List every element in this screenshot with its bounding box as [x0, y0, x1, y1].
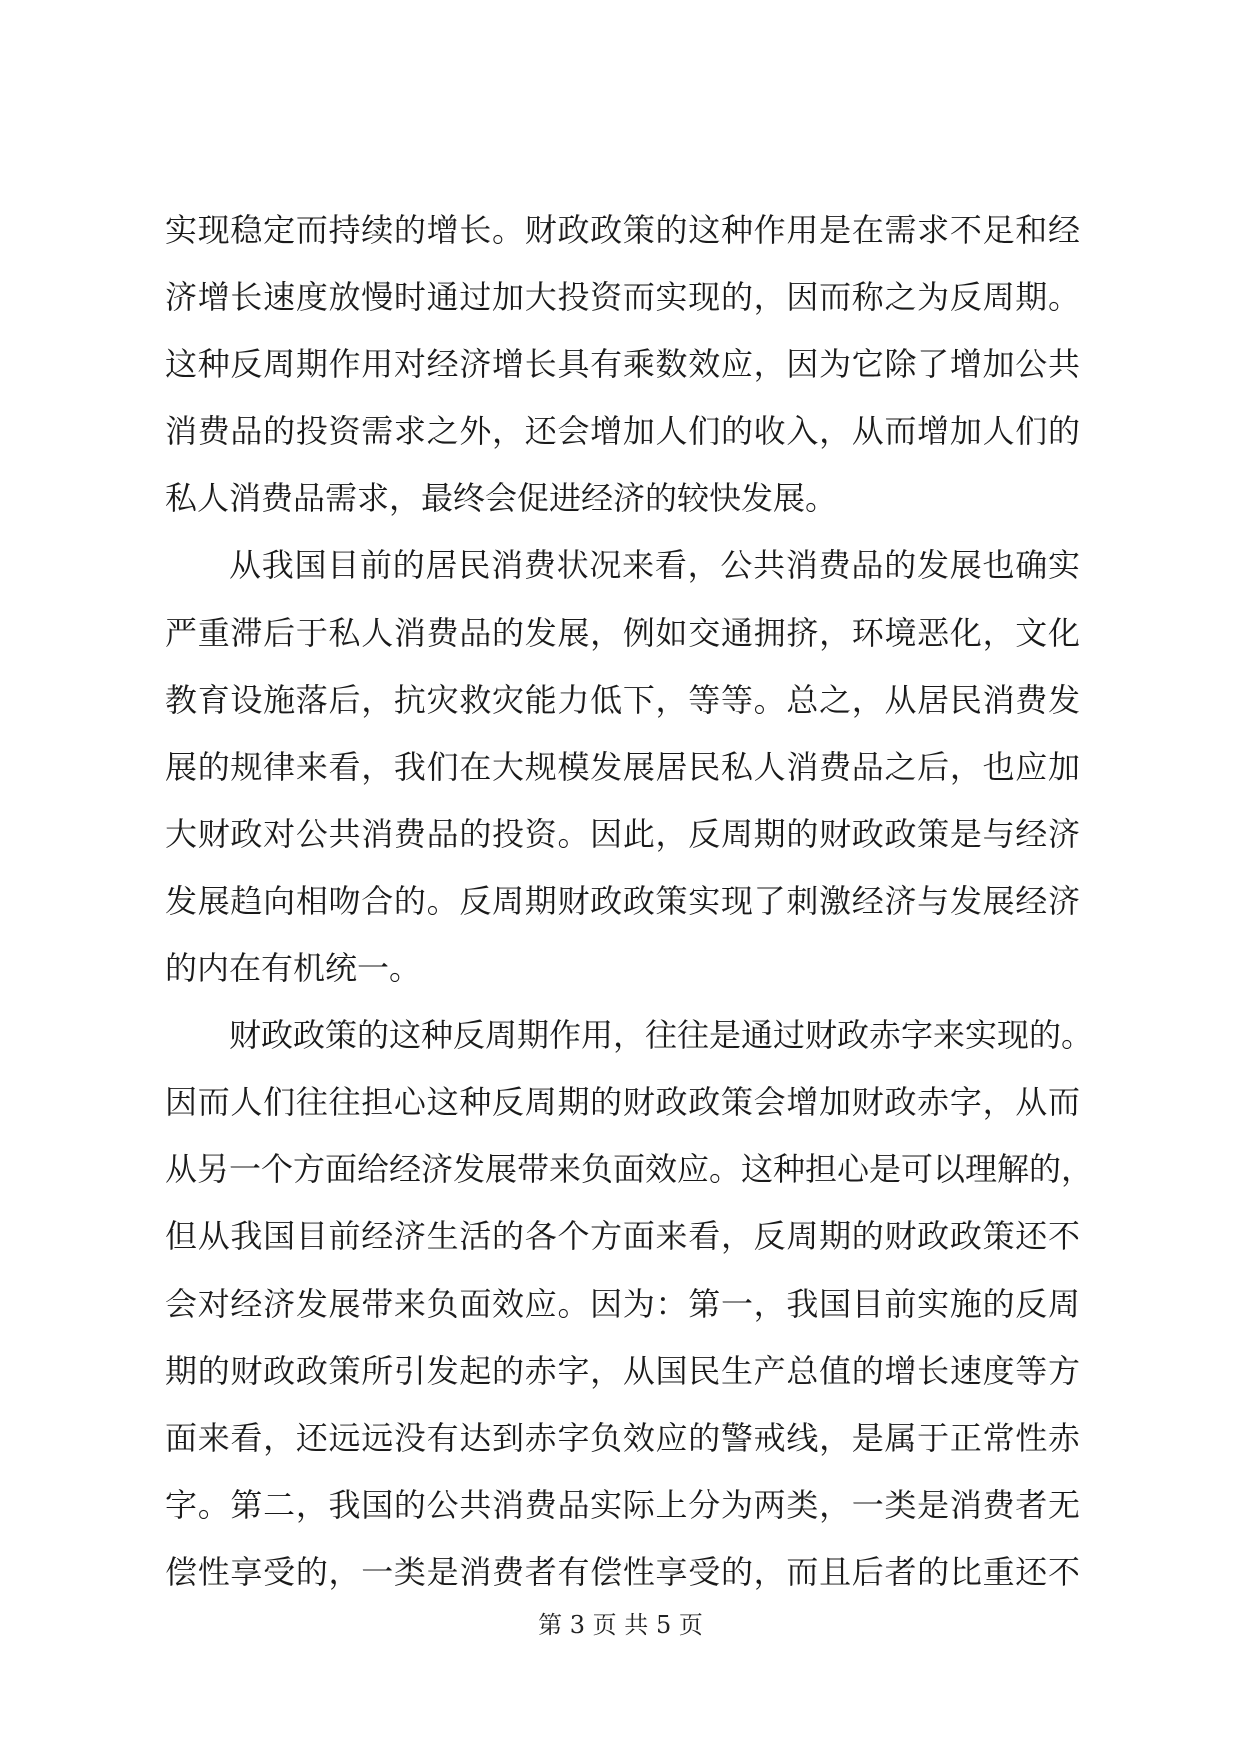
text-line: 财政政策的这种反周期作用，往往是通过财政赤字来实现的。	[229, 1016, 1094, 1055]
text-line: 大财政对公共消费品的投资。因此，反周期的财政政策是与经济	[165, 814, 1080, 853]
text-line: 但从我国目前经济生活的各个方面来看，反周期的财政政策还不	[165, 1217, 1080, 1256]
text-line: 教育设施落后，抗灾救灾能力低下，等等。总之，从居民消费发	[165, 680, 1080, 719]
text-line: 从我国目前的居民消费状况来看，公共消费品的发展也确实	[229, 546, 1080, 585]
page-number-footer: 第 3 页 共 5 页	[538, 1611, 703, 1639]
text-line: 展的规律来看，我们在大规模发展居民私人消费品之后，也应加	[165, 747, 1080, 786]
text-line: 这种反周期作用对经济增长具有乘数效应，因为它除了增加公共	[165, 345, 1080, 384]
body-text	[165, 197, 1094, 1606]
text-line: 偿性享受的，一类是消费者有偿性享受的，而且后者的比重还不	[165, 1552, 1080, 1591]
text-line: 期的财政政策所引发起的赤字，从国民生产总值的增长速度等方	[165, 1351, 1080, 1390]
text-line: 从另一个方面给经济发展带来负面效应。这种担心是可以理解的，	[165, 1150, 1094, 1189]
text-line: 因而人们往往担心这种反周期的财政政策会增加财政赤字，从而	[165, 1083, 1080, 1122]
text-line: 面来看，还远远没有达到赤字负效应的警戒线，是属于正常性赤	[165, 1418, 1080, 1457]
text-line: 严重滞后于私人消费品的发展，例如交通拥挤，环境恶化，文化	[165, 613, 1080, 652]
text-line: 私人消费品需求，最终会促进经济的较快发展。	[165, 479, 838, 518]
text-line: 消费品的投资需求之外，还会增加人们的收入，从而增加人们的	[165, 412, 1080, 451]
text-line: 字。第二，我国的公共消费品实际上分为两类，一类是消费者无	[165, 1485, 1080, 1524]
text-line: 的内在有机统一。	[165, 949, 422, 988]
text-line: 实现稳定而持续的增长。财政政策的这种作用是在需求不足和经	[165, 211, 1080, 249]
text-line: 发展趋向相吻合的。反周期财政政策实现了刺激经济与发展经济	[165, 881, 1080, 920]
text-line: 济增长速度放慢时通过加大投资而实现的，因而称之为反周期。	[165, 278, 1080, 317]
text-line: 会对经济发展带来负面效应。因为：第一，我国目前实施的反周	[165, 1284, 1080, 1323]
